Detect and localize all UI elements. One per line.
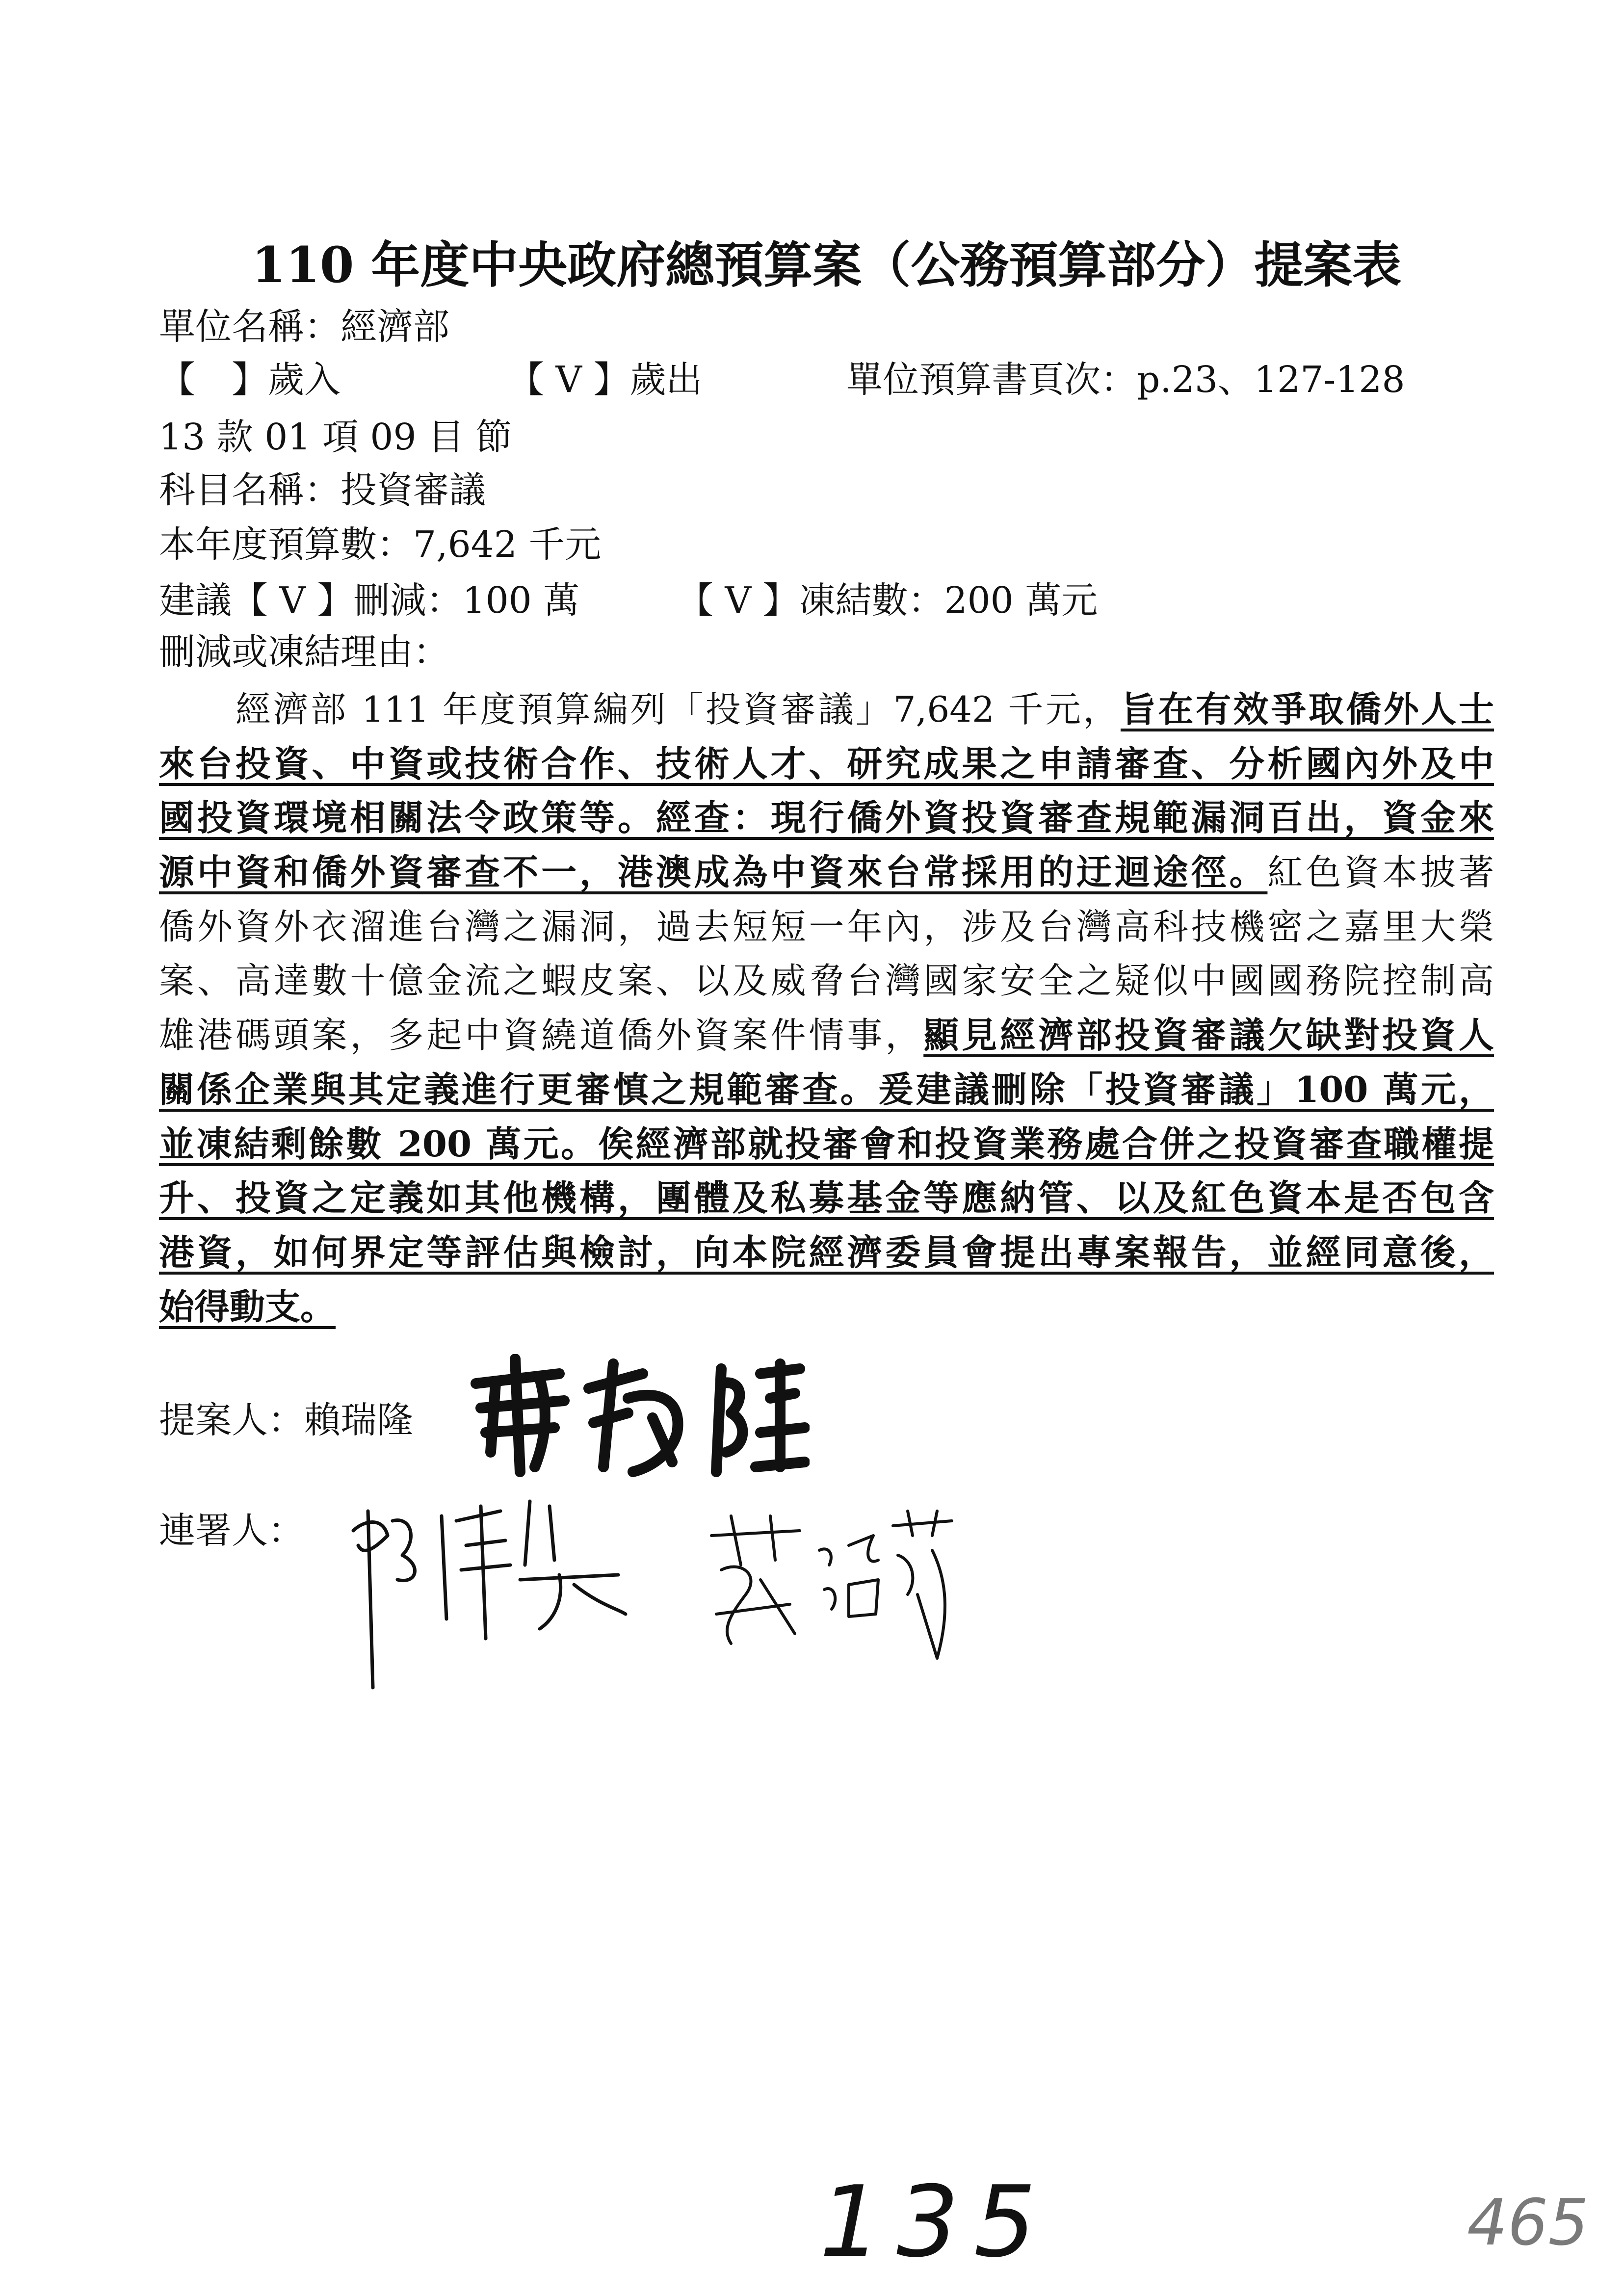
- reason-text-emphasis: 顯見經濟部投資審議欠缺對投資人: [923, 1014, 1494, 1056]
- budget-classification: 13 款 01 項 09 目 節: [159, 416, 512, 458]
- reason-text: 僑外資外衣溜進台灣之漏洞，過去短短一年內，涉及台灣高科技機密之嘉里大榮: [159, 906, 1494, 947]
- reason-text-emphasis: 來台投資、中資或技術合作、技術人才、研究成果之申請審查、分析國內外及中: [159, 743, 1494, 784]
- reason-line: [159, 1230, 1494, 1275]
- reason-text-emphasis: 國投資環境相關法令政策等。經查：現行僑外資投資審查規範漏洞百出，資金來: [159, 797, 1494, 838]
- reason-line: [159, 1122, 1494, 1166]
- reason-text-emphasis: 關係企業與其定義進行更審慎之規範審查。爰建議刪除「投資審議」100 萬元，: [159, 1069, 1494, 1110]
- expenditure-option: 【 V 】歲出: [508, 359, 703, 401]
- reason-label: 刪減或凍結理由：: [159, 631, 449, 673]
- reason-line: [159, 1068, 1494, 1112]
- reason-line: [159, 905, 1494, 949]
- reason-line: [159, 959, 1494, 1003]
- cosigner-signature-icon: [702, 1506, 957, 1663]
- reason-line: [236, 687, 1494, 731]
- reason-line: [159, 1285, 1494, 1329]
- reason-text-emphasis: 始得動支。: [159, 1286, 336, 1328]
- suggestion-cut: 建議【 V 】刪減：100 萬: [159, 579, 580, 622]
- reason-line: [159, 742, 1494, 786]
- unit-name: 單位名稱：經濟部: [159, 306, 449, 348]
- cosigner-label: 連署人：: [159, 1510, 304, 1552]
- proposer-label: 提案人：賴瑞隆: [159, 1399, 413, 1441]
- reason-text-emphasis: 旨在有效爭取僑外人士: [1120, 688, 1494, 730]
- suggestion-freeze: 【 V 】凍結數：200 萬元: [677, 579, 1098, 622]
- cosigner-signature-icon: [343, 1491, 628, 1697]
- reason-text: 紅色資本披著: [1267, 852, 1494, 893]
- reason-text-emphasis: 港資，如何界定等評估與檢討，向本院經濟委員會提出專案報告，並經同意後，: [159, 1231, 1494, 1273]
- reason-text-emphasis: 並凍結剩餘數 200 萬元。俟經濟部就投審會和投資業務處合併之投資審查職權提: [159, 1123, 1494, 1165]
- account-name: 科目名稱：投資審議: [159, 469, 486, 511]
- reason-text: 雄港碼頭案，多起中資繞道僑外資案件情事，: [159, 1015, 924, 1056]
- budget-pages: 單位預算書頁次：p.23、127-128: [846, 359, 1405, 401]
- reason-text: 經濟部 111 年度預算編列「投資審議」7,642 千元，: [236, 689, 1121, 730]
- form-title: 110 年度中央政府總預算案（公務預算部分）提案表: [251, 236, 1402, 294]
- revenue-option: 【 】歲入: [159, 359, 341, 401]
- pencil-page-number: 465: [1467, 2185, 1589, 2260]
- reason-text-emphasis: 升、投資之定義如其他機構，團體及私募基金等應納管、以及紅色資本是否包含: [159, 1177, 1494, 1219]
- reason-text-emphasis: 源中資和僑外資審查不一，港澳成為中資來台常採用的迂迴途徑。: [159, 851, 1268, 893]
- reason-line: [159, 796, 1494, 840]
- proposer-signature-icon: [466, 1354, 810, 1482]
- reason-line: [159, 850, 1494, 894]
- reason-text: 案、高達數十億金流之蝦皮案、以及威脅台灣國家安全之疑似中國國務院控制高: [159, 960, 1494, 1001]
- current-budget: 本年度預算數：7,642 千元: [159, 523, 602, 566]
- reason-line: [159, 1176, 1494, 1220]
- handwritten-page-number: 135: [819, 2165, 1051, 2279]
- reason-line: [159, 1013, 1494, 1057]
